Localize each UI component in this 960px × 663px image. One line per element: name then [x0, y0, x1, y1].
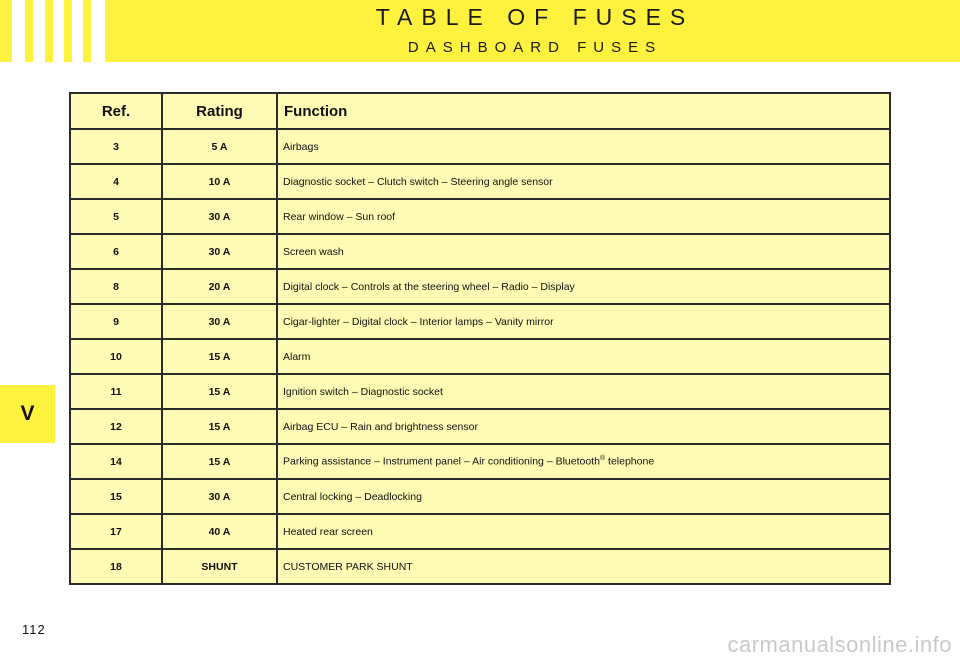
fuse-ref: 4: [70, 164, 162, 199]
fuse-function: [277, 339, 890, 374]
fuse-function-text: Parking assistance – Instrument panel – Air conditioning – Bluetooth: [283, 455, 600, 468]
fuse-rating: 15 A: [162, 409, 277, 444]
fuse-table: [69, 92, 891, 585]
fuse-function: [277, 514, 890, 549]
watermark: carmanualsonline.info: [727, 632, 952, 657]
fuse-rating: 15 A: [162, 339, 277, 374]
fuse-rating: 15 A: [162, 374, 277, 409]
fuse-ref: 10: [70, 339, 162, 374]
page-title: TABLE OF FUSES: [375, 4, 695, 30]
table-row: [70, 304, 890, 339]
fuse-function: [277, 549, 890, 584]
fuse-ref: 15: [70, 479, 162, 514]
table-row: [70, 234, 890, 269]
table-row: [70, 444, 890, 479]
table-row: [70, 339, 890, 374]
table-row: [70, 374, 890, 409]
table-row: [70, 479, 890, 514]
fuse-rating: 5 A: [162, 129, 277, 164]
table-row: [70, 549, 890, 584]
fuse-table-body: [70, 129, 890, 584]
fuse-rating: 20 A: [162, 269, 277, 304]
fuse-ref: 5: [70, 199, 162, 234]
fuse-function-text: Ignition switch – Diagnostic socket: [283, 385, 443, 398]
column-header-ref: Ref.: [70, 93, 162, 129]
column-header-function: Function: [277, 93, 890, 129]
fuse-ref: 17: [70, 514, 162, 549]
fuse-function-suffix: telephone: [605, 455, 655, 468]
fuse-function-text: Heated rear screen: [283, 525, 373, 538]
fuse-function: [277, 374, 890, 409]
fuse-function: [277, 234, 890, 269]
fuse-function-text: Cigar-lighter – Digital clock – Interior lamps – Vanity mirror: [283, 315, 554, 328]
fuse-rating: 15 A: [162, 444, 277, 479]
table-row: [70, 129, 890, 164]
table-row: [70, 164, 890, 199]
table-row: [70, 199, 890, 234]
fuse-rating: 30 A: [162, 304, 277, 339]
fuse-ref: 8: [70, 269, 162, 304]
column-header-rating: Rating: [162, 93, 277, 129]
fuse-function: [277, 129, 890, 164]
fuse-function-text: Diagnostic socket – Clutch switch – Steering angle sensor: [283, 175, 553, 188]
fuse-function-text: Digital clock – Controls at the steering wheel – Radio – Display: [283, 280, 575, 293]
fuse-ref: 14: [70, 444, 162, 479]
fuse-rating: SHUNT: [162, 549, 277, 584]
fuse-rating: 40 A: [162, 514, 277, 549]
fuse-function-text: Rear window – Sun roof: [283, 210, 396, 223]
page-subtitle: DASHBOARD FUSES: [407, 39, 663, 56]
fuse-function: [277, 269, 890, 304]
table-row: [70, 269, 890, 304]
table-row: [70, 514, 890, 549]
fuse-function-text: Alarm: [283, 350, 311, 363]
fuse-rating: 10 A: [162, 164, 277, 199]
registered-mark: ®: [599, 455, 606, 463]
fuse-function-text: Airbags: [283, 140, 319, 153]
fuse-function-text: Screen wash: [283, 245, 344, 258]
fuse-function: [277, 304, 890, 339]
fuse-ref: 18: [70, 549, 162, 584]
fuse-ref: 12: [70, 409, 162, 444]
section-tab: V: [0, 385, 55, 443]
fuse-ref: 9: [70, 304, 162, 339]
page-header: [0, 0, 960, 62]
fuse-function: [277, 164, 890, 199]
fuse-function: [277, 479, 890, 514]
fuse-rating: 30 A: [162, 199, 277, 234]
fuse-function-text: CUSTOMER PARK SHUNT: [283, 560, 413, 573]
fuse-ref: 11: [70, 374, 162, 409]
fuse-function: [277, 444, 890, 479]
fuse-function: [277, 409, 890, 444]
table-row: [70, 409, 890, 444]
fuse-rating: 30 A: [162, 234, 277, 269]
fuse-rating: 30 A: [162, 479, 277, 514]
fuse-ref: 3: [70, 129, 162, 164]
fuse-function-text: Central locking – Deadlocking: [283, 490, 422, 503]
fuse-function: [277, 199, 890, 234]
table-header-row: [70, 93, 890, 129]
fuse-ref: 6: [70, 234, 162, 269]
fuse-function-text: Airbag ECU – Rain and brightness sensor: [283, 420, 478, 433]
page-number: 112: [22, 622, 46, 637]
